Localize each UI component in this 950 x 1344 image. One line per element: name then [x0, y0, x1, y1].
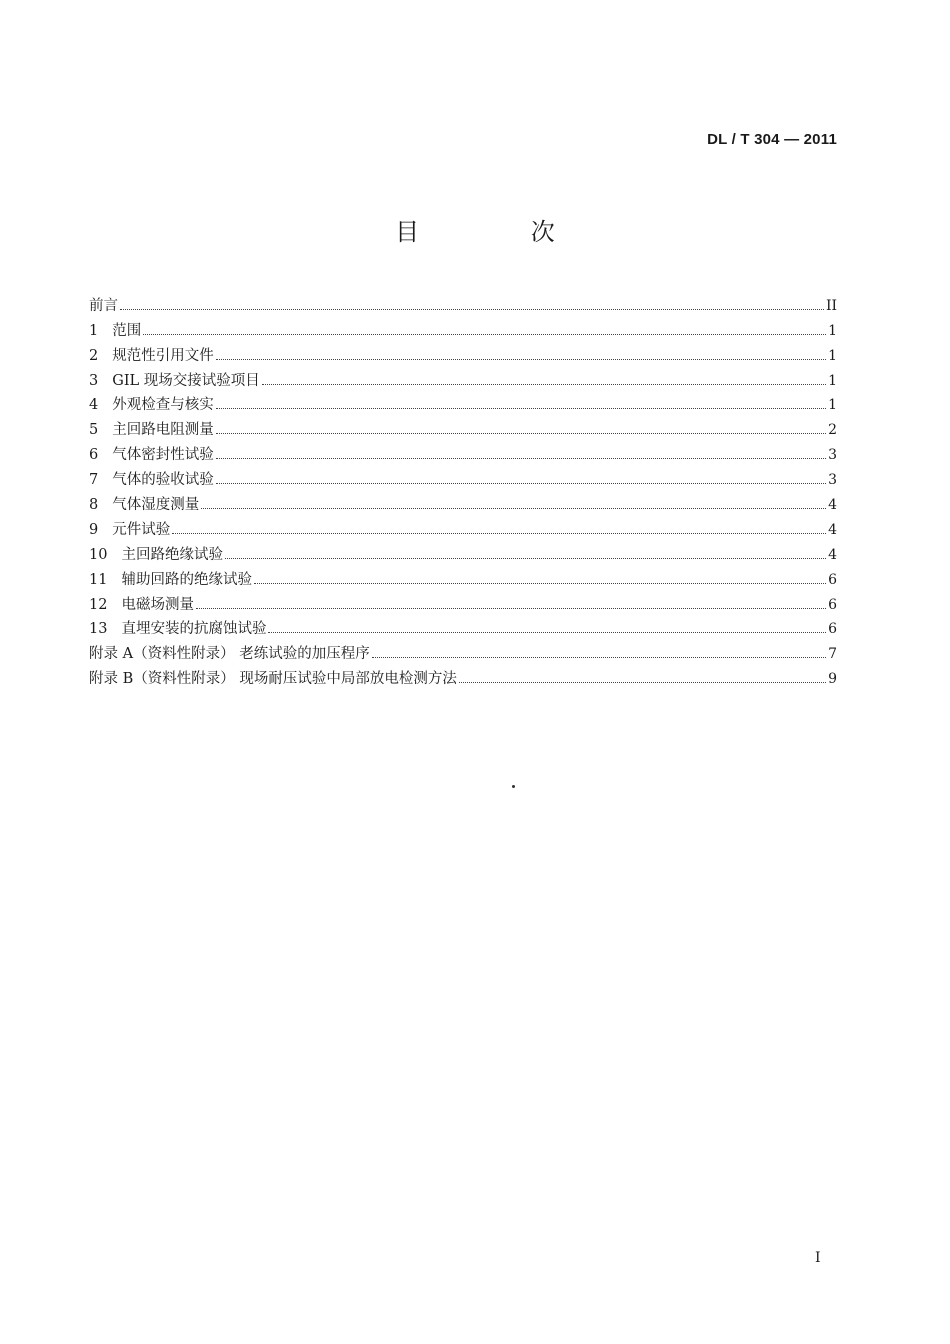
- toc-entry-number: 13: [89, 621, 108, 638]
- table-of-contents: [89, 290, 837, 688]
- dot-leader: [196, 608, 826, 609]
- toc-entry-title: 附录 A（资料性附录） 老练试验的加压程序: [89, 646, 370, 663]
- toc-entry-title: 辅助回路的绝缘试验: [121, 571, 252, 588]
- toc-entry-title: 气体密封性试验: [112, 447, 214, 464]
- toc-entry-label: [89, 596, 194, 614]
- toc-entry-label: [89, 521, 170, 539]
- toc-entry-page: 4: [828, 521, 837, 538]
- toc-entry-label: [89, 620, 266, 638]
- toc-entry-label: [89, 645, 370, 663]
- toc-entry-title: 元件试验: [112, 521, 171, 538]
- toc-entry-2[interactable]: [89, 340, 837, 365]
- toc-entry-title: 气体的验收试验: [112, 472, 214, 489]
- dot-leader: [143, 334, 826, 335]
- dot-leader: [372, 657, 826, 658]
- toc-entry-number: 9: [89, 521, 99, 538]
- toc-entry-page: 4: [828, 497, 837, 514]
- toc-entry-page: 4: [828, 546, 837, 563]
- toc-entry-appendix-b[interactable]: [89, 663, 837, 688]
- toc-entry-11[interactable]: [89, 564, 837, 589]
- dot-leader: [120, 309, 824, 310]
- toc-entry-title: 外观检查与核实: [112, 397, 214, 414]
- toc-entry-number: 7: [89, 472, 99, 489]
- toc-entry-number: 2: [89, 347, 99, 364]
- toc-entry-label: [89, 396, 214, 414]
- toc-entry-label: [89, 571, 252, 589]
- toc-entry-label: [89, 297, 118, 315]
- toc-entry-number: 1: [89, 322, 99, 339]
- toc-title: 目 次: [395, 218, 607, 246]
- page-number: I: [815, 1250, 821, 1266]
- toc-entry-6[interactable]: [89, 439, 837, 464]
- toc-entry-page: 3: [828, 472, 837, 489]
- toc-entry-number: 8: [89, 497, 99, 514]
- dot-leader: [225, 558, 826, 559]
- toc-entry-label: [89, 670, 457, 688]
- toc-entry-number: 11: [89, 571, 108, 588]
- toc-entry-3[interactable]: [89, 365, 837, 390]
- toc-entry-4[interactable]: [89, 390, 837, 415]
- toc-entry-number: 4: [89, 397, 99, 414]
- toc-entry-13[interactable]: [89, 614, 837, 639]
- toc-entry-page: 1: [828, 397, 837, 414]
- toc-entry-title: GIL 现场交接试验项目: [112, 372, 260, 389]
- toc-entry-page: 1: [828, 322, 837, 339]
- dot-leader: [262, 384, 826, 385]
- toc-entry-page: 6: [828, 571, 837, 588]
- dot-leader: [254, 583, 826, 584]
- toc-entry-page: II: [825, 297, 837, 314]
- toc-entry-page: 1: [828, 372, 837, 389]
- toc-entry-5[interactable]: [89, 414, 837, 439]
- toc-entry-title: 附录 B（资料性附录） 现场耐压试验中局部放电检测方法: [89, 671, 457, 688]
- dot-leader: [172, 533, 826, 534]
- dot-leader: [216, 458, 826, 459]
- toc-entry-label: [89, 322, 141, 340]
- toc-entry-appendix-a[interactable]: [89, 638, 837, 663]
- toc-entry-number: 6: [89, 447, 99, 464]
- dot-leader: [201, 508, 826, 509]
- toc-entry-page: 6: [828, 621, 837, 638]
- toc-entry-10[interactable]: [89, 539, 837, 564]
- toc-entry-page: 3: [828, 447, 837, 464]
- toc-entry-1[interactable]: [89, 315, 837, 340]
- toc-entry-label: [89, 546, 223, 564]
- toc-entry-title: 规范性引用文件: [112, 347, 214, 364]
- toc-entry-7[interactable]: [89, 464, 837, 489]
- toc-entry-page: 6: [828, 596, 837, 613]
- toc-entry-title: 直埋安装的抗腐蚀试验: [121, 621, 267, 638]
- toc-entry-number: 12: [89, 596, 108, 613]
- toc-entry-page: 1: [828, 347, 837, 364]
- toc-entry-title: 前言: [89, 297, 118, 314]
- standard-number: DL / T 304 — 2011: [707, 131, 837, 148]
- toc-entry-label: [89, 496, 199, 514]
- dot-leader: [459, 682, 826, 683]
- toc-entry-label: [89, 347, 214, 365]
- toc-entry-title: 主回路电阻测量: [112, 422, 214, 439]
- toc-entry-number: 10: [89, 546, 108, 563]
- dot-leader: [216, 483, 826, 484]
- dot-leader: [216, 359, 826, 360]
- dot-leader: [216, 433, 826, 434]
- toc-entry-label: [89, 446, 214, 464]
- dot-leader: [268, 632, 826, 633]
- toc-entry-label: [89, 471, 214, 489]
- toc-entry-title: 范围: [112, 322, 142, 339]
- toc-entry-label: [89, 372, 260, 390]
- toc-entry-12[interactable]: [89, 589, 837, 614]
- toc-entry-title: 电磁场测量: [121, 596, 194, 613]
- toc-entry-number: 5: [89, 422, 99, 439]
- toc-entry-title: 主回路绝缘试验: [121, 546, 223, 563]
- toc-entry-preface[interactable]: [89, 290, 837, 315]
- toc-entry-page: 9: [828, 671, 837, 688]
- toc-entry-label: [89, 421, 214, 439]
- scan-speck: [512, 785, 515, 788]
- dot-leader: [216, 408, 826, 409]
- toc-entry-number: 3: [89, 372, 99, 389]
- toc-entry-title: 气体湿度测量: [112, 497, 200, 514]
- toc-entry-page: 2: [828, 422, 837, 439]
- toc-entry-8[interactable]: [89, 489, 837, 514]
- toc-entry-9[interactable]: [89, 514, 837, 539]
- toc-entry-page: 7: [828, 646, 837, 663]
